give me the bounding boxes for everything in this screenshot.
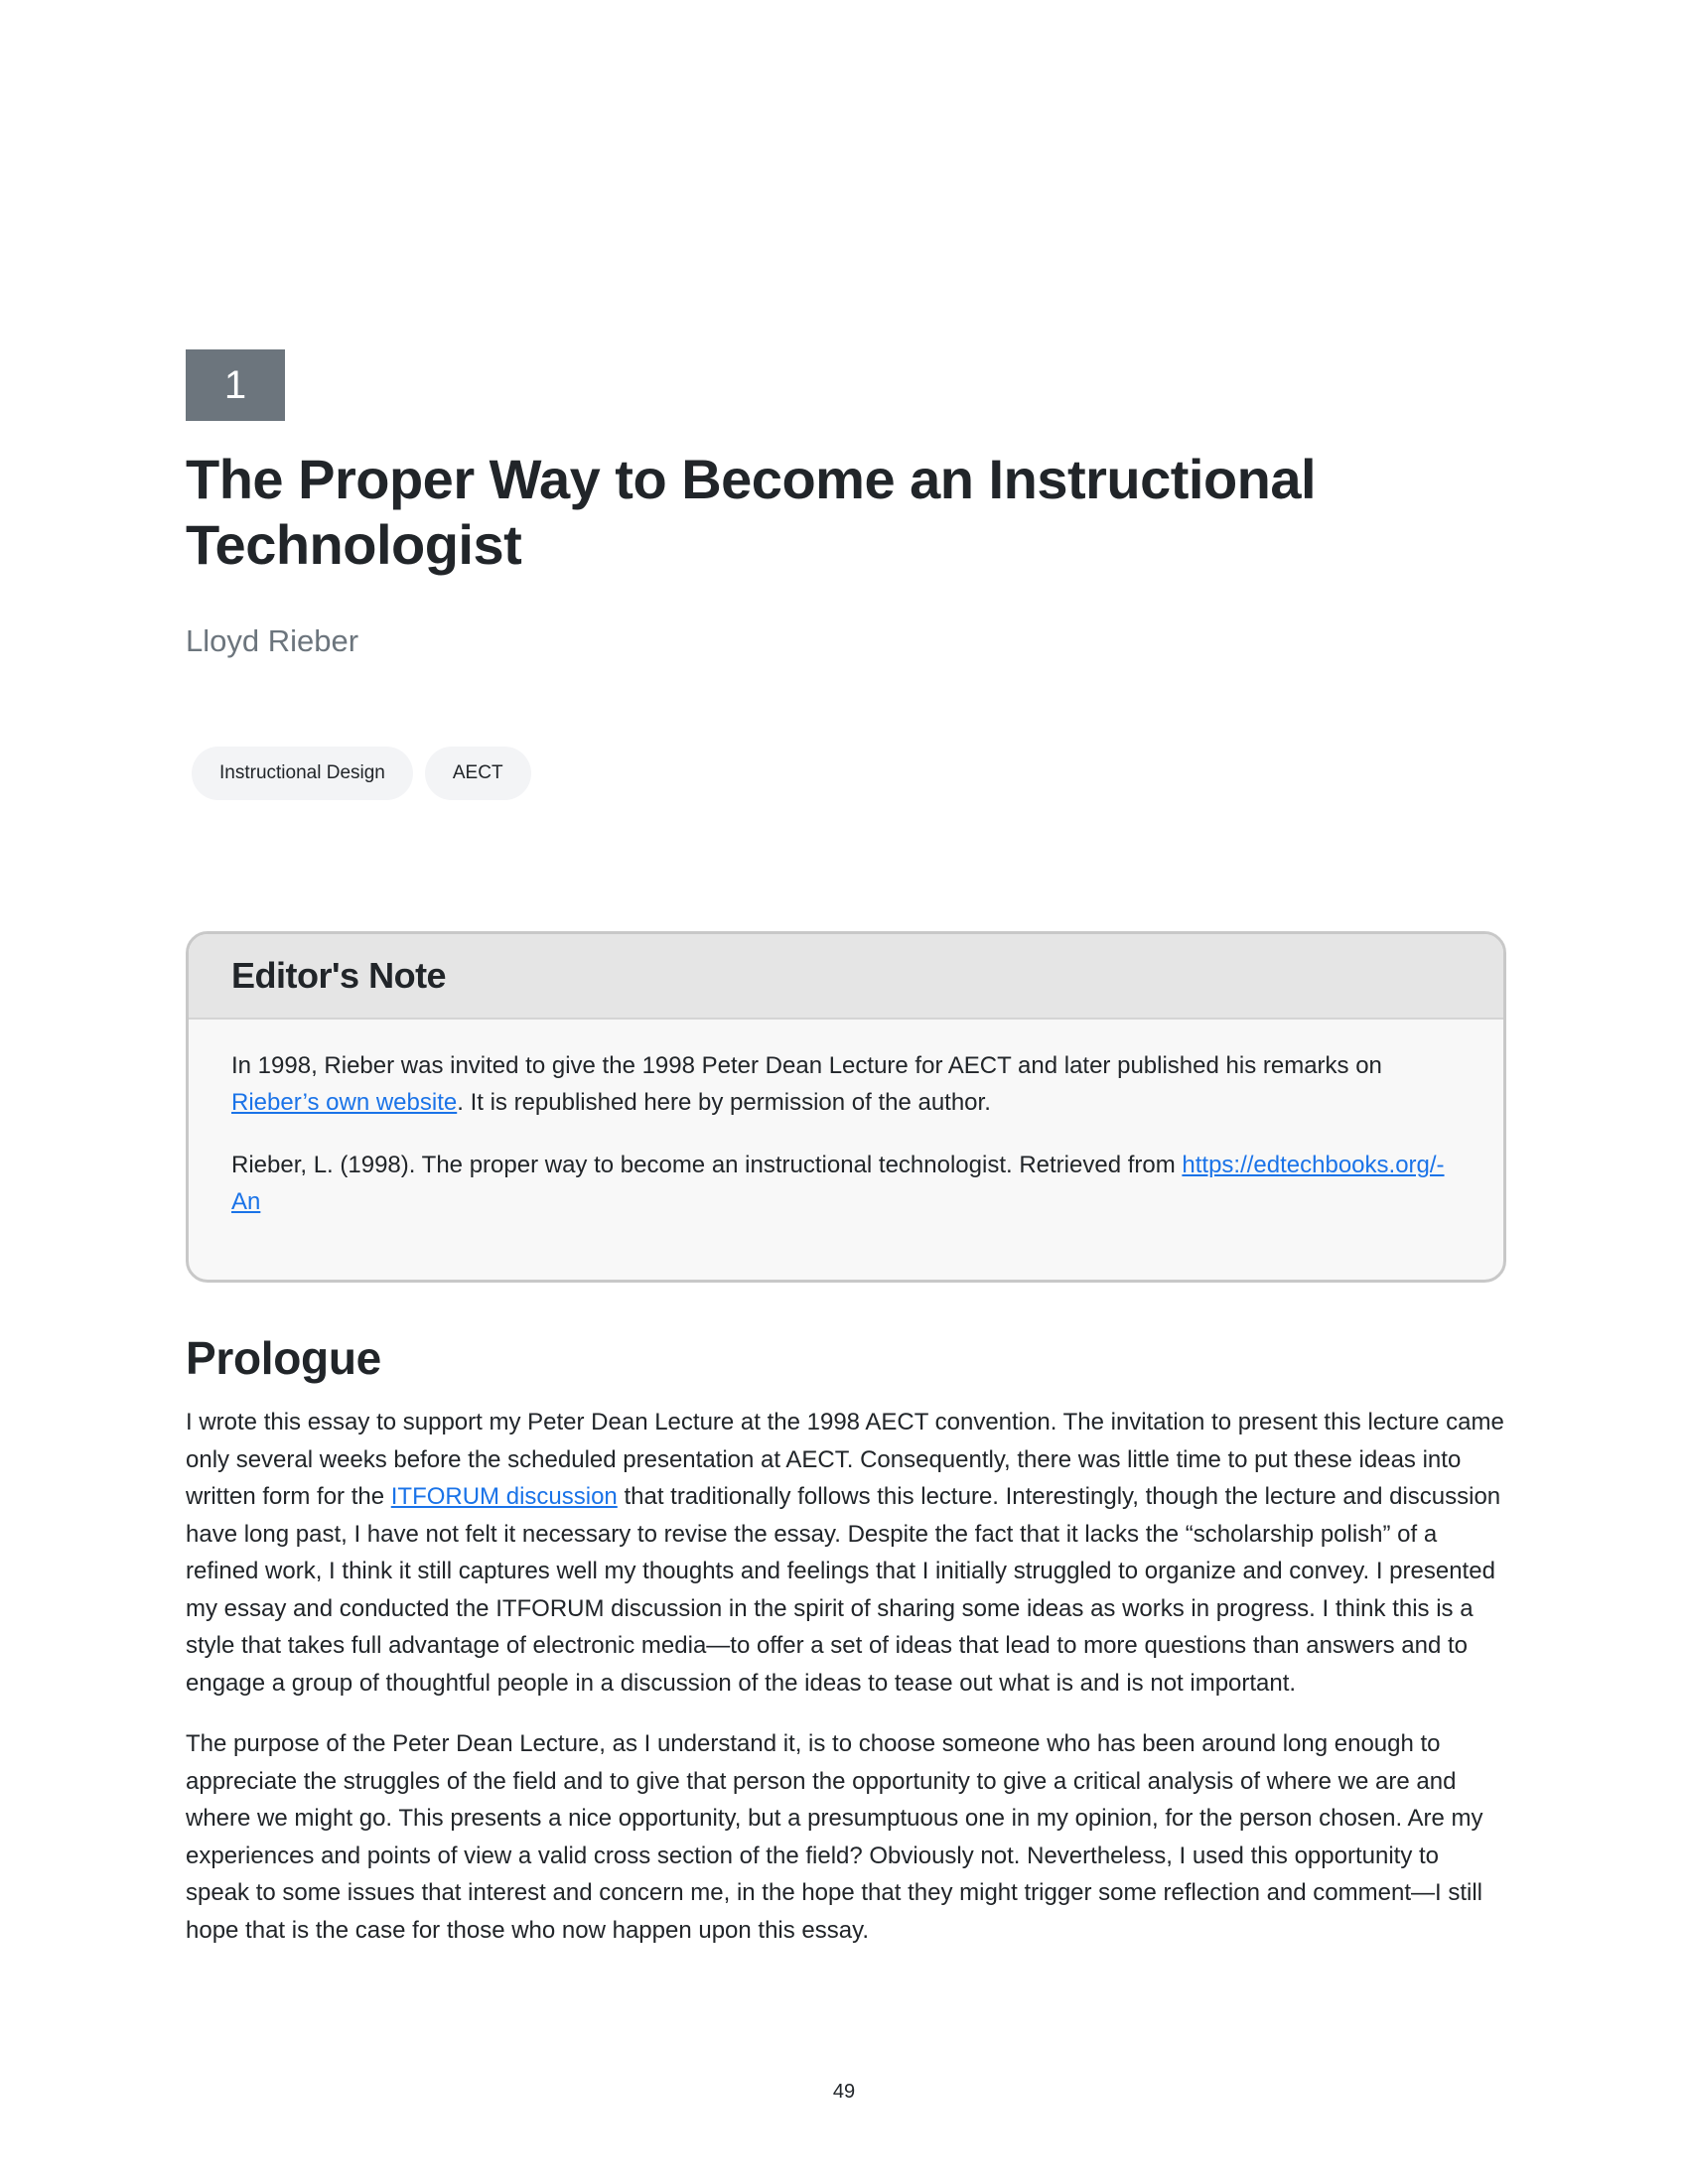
citation-url-link[interactable]: https://edtechbooks.org/-An — [231, 1152, 1445, 1215]
editor-note-heading: Editor's Note — [231, 955, 447, 996]
paragraph-text: that traditionally follows this lecture. Interestingly, though the lecture and discussion have long past, I have not felt it necessary to revise the essay. Despite the fact that it lacks the “scholarship polish” of a refined work, I think it still captures well my thoughts and feelings that I initially struggled to organize and convey. I presented my essay and conducted the ITFORUM discussion in the spirit of sharing some ideas as works in progress. I think this is a style that takes full advantage of electronic media—to offer a set of ideas that lead to more questions than answers and to engage a group of thoughtful people in a discussion of the ideas to tease out what is and is not important. — [186, 1483, 1501, 1697]
editor-note-box — [186, 931, 1506, 1283]
tag-instructional-design[interactable]: Instructional Design — [192, 747, 413, 800]
page-number: 49 — [832, 2081, 856, 2103]
editor-note-paragraph — [231, 1047, 1464, 1121]
editor-note-citation — [231, 1147, 1464, 1220]
paragraph-text: I wrote this essay to support my Peter Dean Lecture at the 1998 AECT convention. The invitation to present this lecture came only several weeks before the scheduled presentation at AECT. Consequently, there was little time to put these ideas into written form for the — [186, 1409, 1504, 1510]
editor-note-text: In 1998, Rieber was invited to give the 1998 Peter Dean Lecture for AECT and later published his remarks on — [231, 1052, 1382, 1079]
prologue-body — [186, 1404, 1506, 1973]
chapter-author: Lloyd Rieber — [186, 623, 359, 658]
tag-list — [192, 747, 531, 800]
rieber-website-link[interactable]: Rieber’s own website — [231, 1089, 458, 1116]
editor-note-header — [189, 934, 1503, 1020]
editor-note-body — [189, 1020, 1503, 1220]
tag-aect[interactable]: AECT — [425, 747, 531, 800]
citation-text: Rieber, L. (1998). The proper way to become an instructional technologist. Retrieved from — [231, 1152, 1183, 1178]
chapter-title: The Proper Way to Become an Instructional Technologist — [186, 448, 1317, 576]
prologue-heading: Prologue — [186, 1332, 381, 1384]
editor-note-text: . It is republished here by permission of the author. — [457, 1089, 991, 1116]
prologue-paragraph — [186, 1404, 1506, 1702]
itforum-discussion-link[interactable]: ITFORUM discussion — [390, 1483, 618, 1510]
prologue-paragraph: The purpose of the Peter Dean Lecture, as I understand it, is to choose someone who has been around long enough to appreciate the struggles of the field and to give that person the opportunity to give a critical analysis of where we are and where we might go. This presents a nice opportunity, but a presumptuous one in my opinion, for the person chosen. Are my experiences and points of view a valid cross section of the field? Obviously not. Nevertheless, I used this opportunity to speak to some issues that interest and concern me, in the hope that they might trigger some reflection and comment—I still hope that is the case for those who now happen upon this essay. — [186, 1730, 1483, 1944]
chapter-number-badge: 1 — [186, 349, 285, 421]
